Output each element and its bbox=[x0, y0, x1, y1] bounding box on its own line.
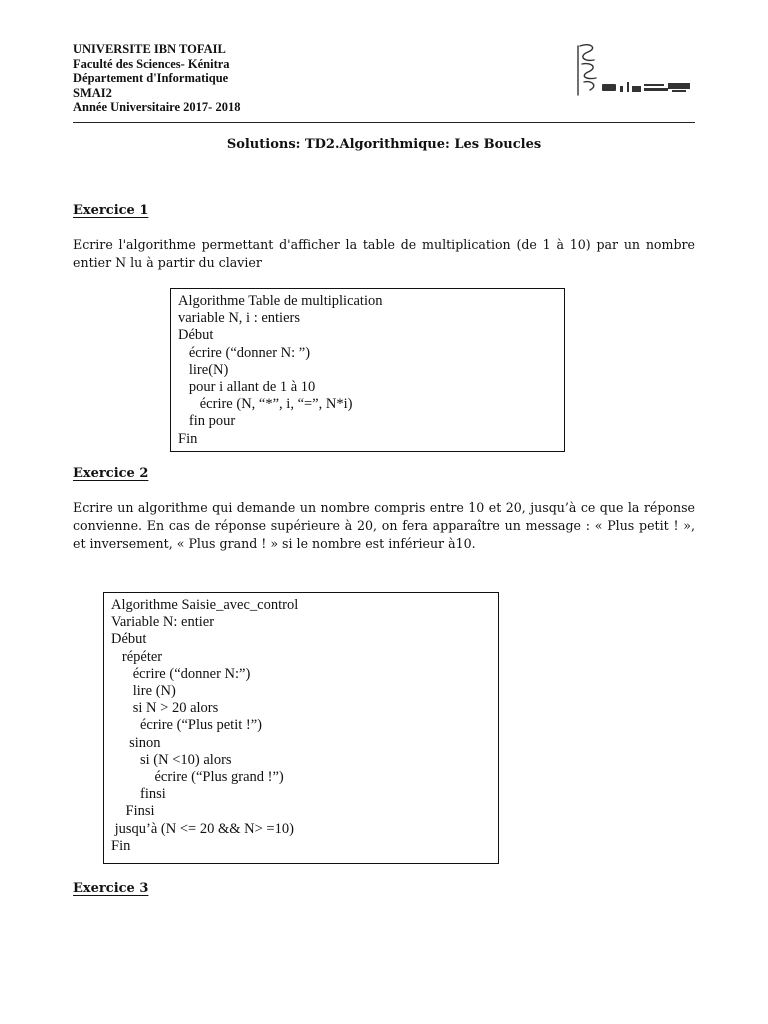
code-line: Algorithme Saisie_avec_control bbox=[111, 597, 299, 613]
code-line: écrire (N, “*”, i, “=”, N*i) bbox=[178, 396, 353, 413]
code-line: variable N, i : entiers bbox=[178, 310, 300, 327]
code-line: répéter bbox=[111, 648, 163, 665]
code-line: lire (N) bbox=[111, 683, 176, 700]
academic-year: Année Universitaire 2017- 2018 bbox=[73, 100, 241, 114]
header-divider bbox=[73, 122, 695, 123]
code-line: si N > 20 alors bbox=[111, 700, 219, 717]
code-line: Début bbox=[111, 631, 147, 648]
code-line: fin pour bbox=[178, 413, 236, 430]
code-line: Fin bbox=[178, 430, 198, 447]
code-line: finsi bbox=[111, 786, 166, 803]
code-line: jusqu’à (N <= 20 && N> =10) bbox=[111, 820, 294, 837]
university-name: UNIVERSITE IBN TOFAIL bbox=[73, 42, 226, 56]
code-line: pour i allant de 1 à 10 bbox=[178, 379, 316, 396]
exercise-1-heading: Exercice 1 bbox=[73, 203, 149, 218]
exercise-1-statement: Ecrire l'algorithme permettant d'afficher la table de multiplication (de 1 à 10) par un nombre entier N lu à partir du clavier bbox=[73, 237, 695, 270]
code-line: Variable N: entier bbox=[111, 614, 215, 631]
code-line: Début bbox=[178, 327, 214, 344]
code-line: lire(N) bbox=[178, 361, 229, 378]
code-line: si (N <10) alors bbox=[111, 751, 232, 768]
code-line: sinon bbox=[111, 734, 161, 751]
code-line: écrire (“Plus petit !”) bbox=[111, 717, 262, 734]
exercise-2-statement: Ecrire un algorithme qui demande un nombre compris entre 10 et 20, jusqu’à ce que la réponse convienne. En cas de réponse supérieure à 20, on fera apparaître un message : « Plus petit ! », et inversement, « Plus grand ! » si le nombre est inférieur à10. bbox=[73, 500, 695, 551]
program-name: SMAI2 bbox=[73, 85, 112, 100]
code-line: écrire (“Plus grand !”) bbox=[111, 769, 284, 786]
exercise-2-algorithm-box bbox=[103, 592, 499, 864]
code-line: écrire (“donner N:”) bbox=[111, 665, 251, 682]
exercise-3-heading: Exercice 3 bbox=[73, 881, 149, 896]
code-line: Finsi bbox=[111, 803, 155, 820]
code-line: Fin bbox=[111, 837, 131, 854]
exercise-2-heading: Exercice 2 bbox=[73, 466, 149, 481]
institution-header bbox=[73, 42, 240, 115]
code-line: écrire (“donner N: ”) bbox=[178, 344, 311, 361]
faculty-logo-icon bbox=[572, 40, 698, 102]
exercise-1-algorithm-box bbox=[170, 288, 565, 452]
faculty-name: Faculté des Sciences- Kénitra bbox=[73, 56, 230, 71]
document-title: Solutions: TD2.Algorithmique: Les Boucles bbox=[226, 137, 542, 152]
department-name: Département d'Informatique bbox=[73, 71, 229, 85]
code-line: Algorithme Table de multiplication bbox=[178, 293, 383, 309]
